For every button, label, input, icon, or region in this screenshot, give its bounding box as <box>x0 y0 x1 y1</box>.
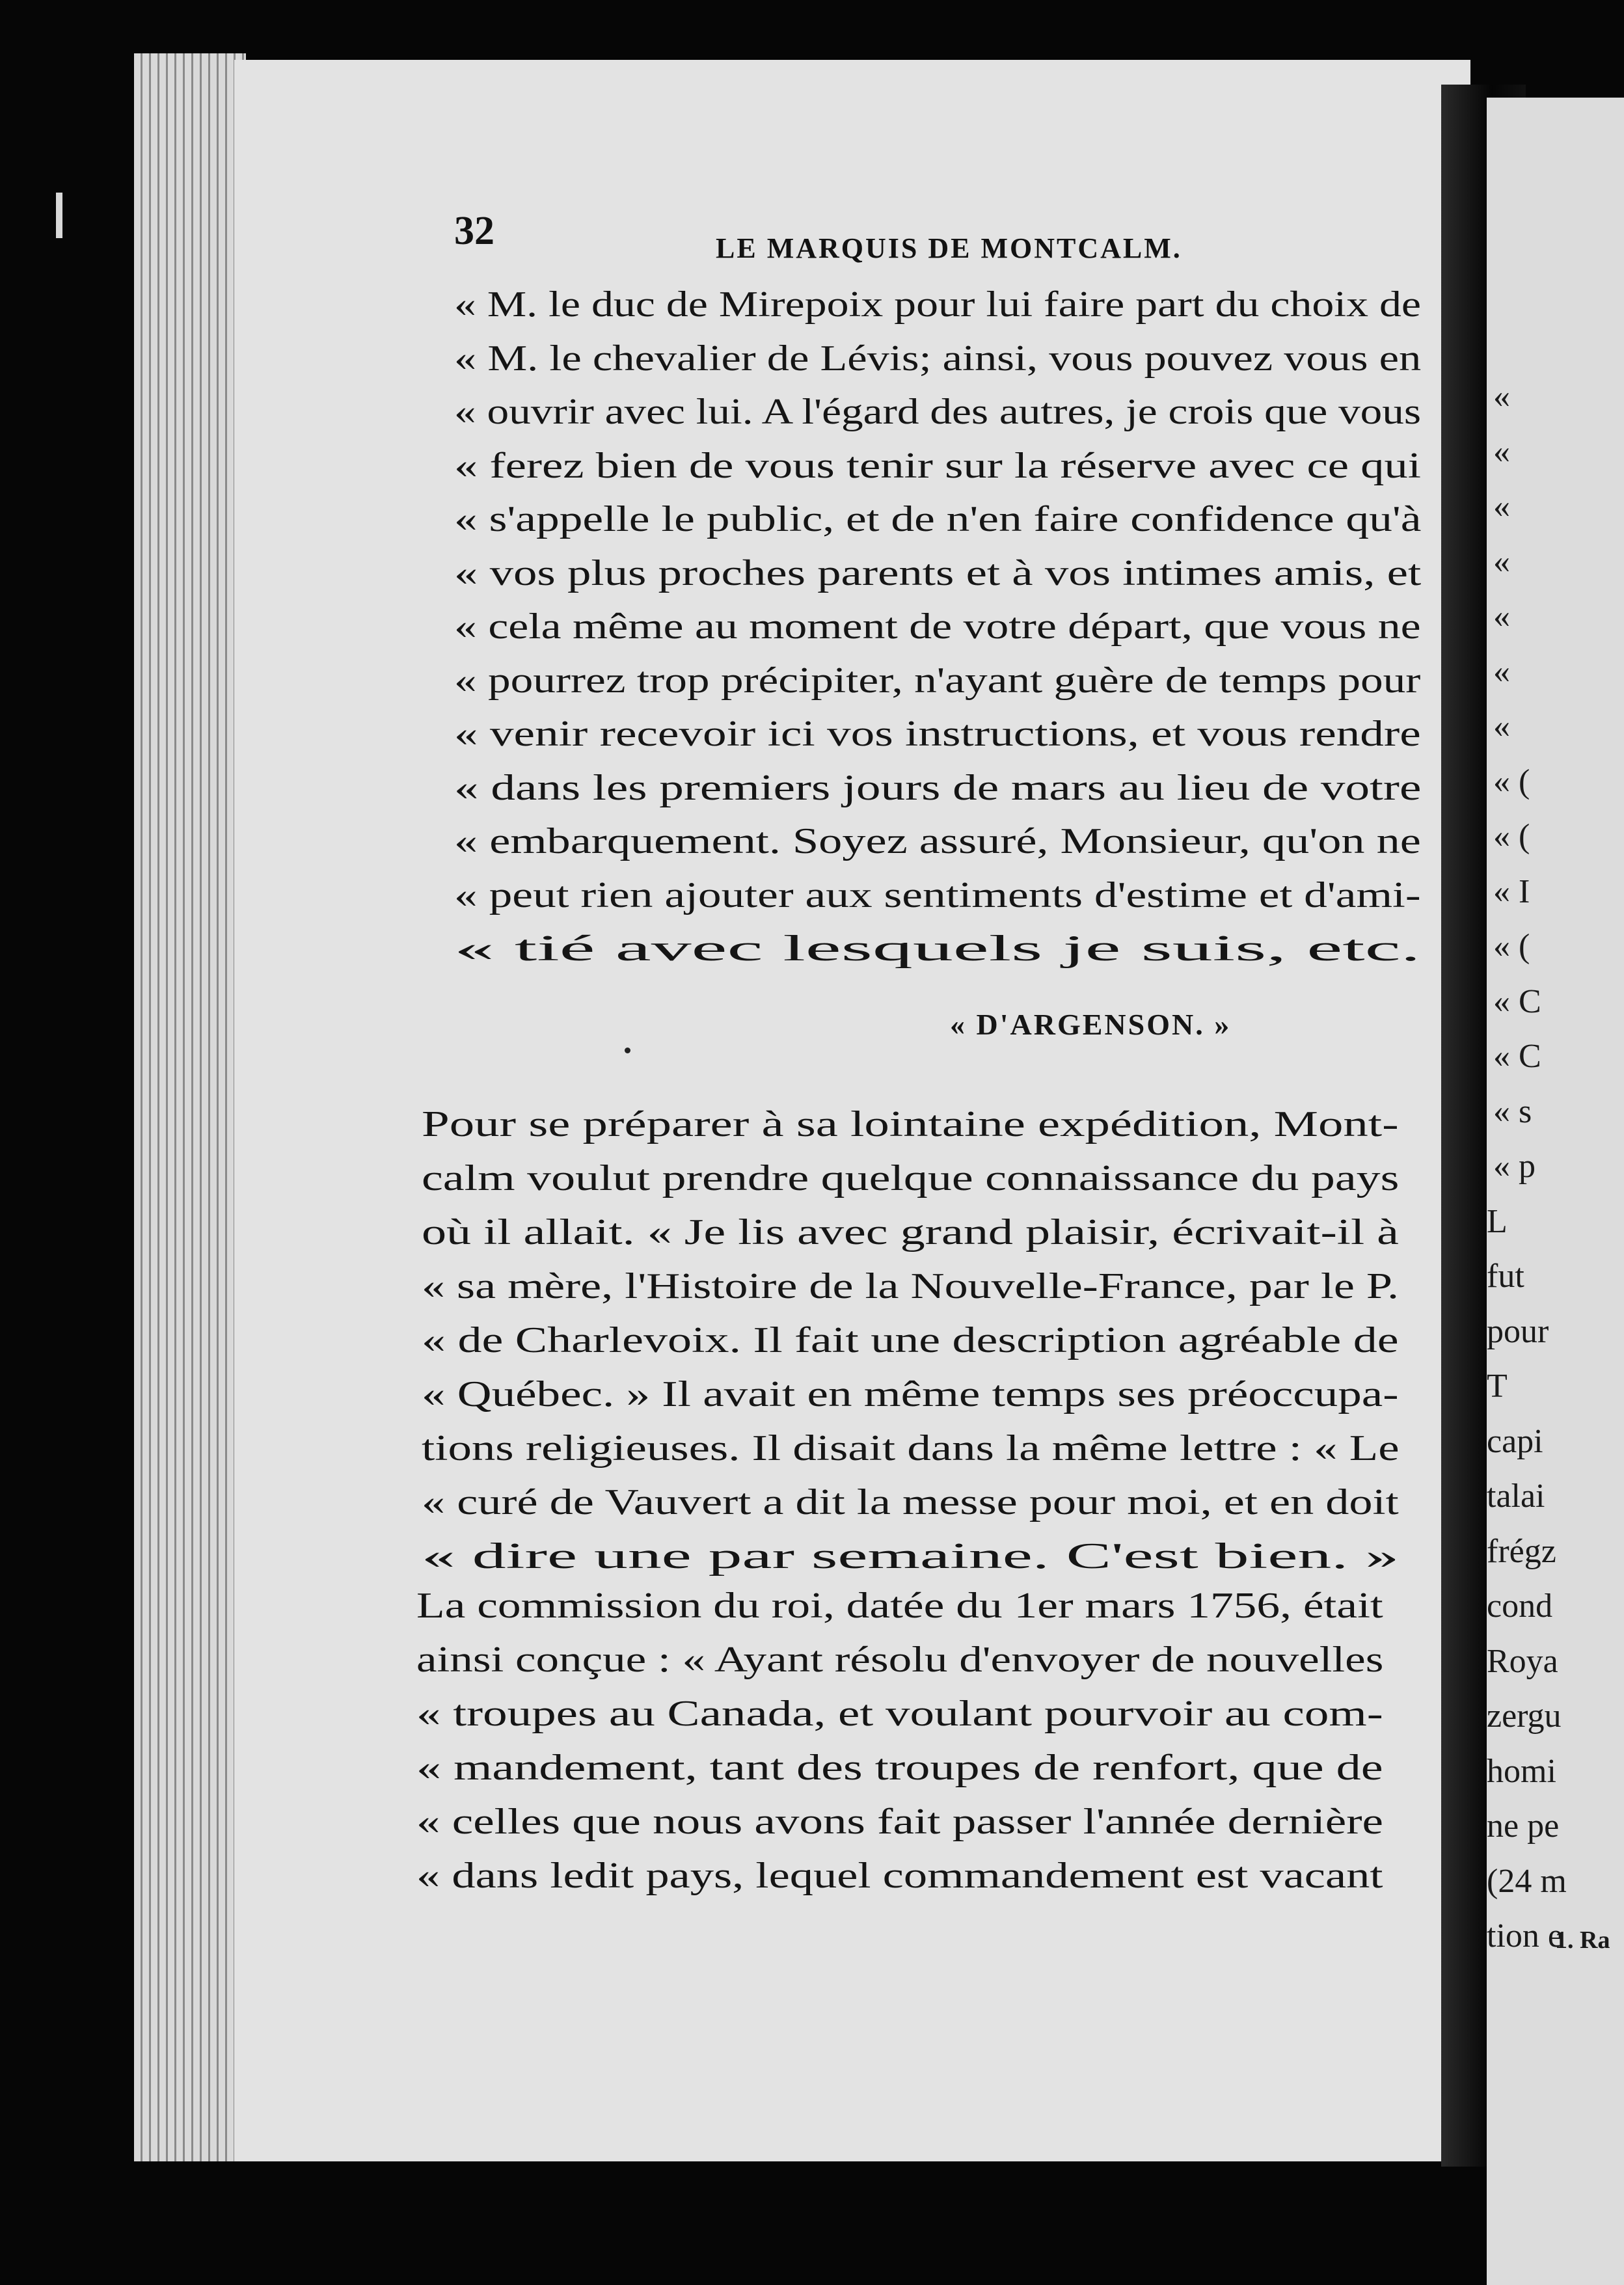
facing-page-line: « s <box>1493 1092 1532 1130</box>
facing-page <box>1487 98 1624 2285</box>
text-line: « Québec. » Il avait en même temps ses préoccupa- <box>422 1374 1399 1414</box>
left-edge-mark <box>56 193 62 238</box>
facing-page-line: ne pe <box>1487 1807 1560 1845</box>
facing-page-line: homi <box>1487 1752 1556 1790</box>
facing-page-line: L <box>1487 1202 1508 1240</box>
letter-line: « embarquement. Soyez assuré, Monsieur, qu'on ne <box>454 821 1421 861</box>
facing-page-line: « C <box>1493 982 1541 1020</box>
running-head: LE MARQUIS DE MONTCALM. <box>716 232 1182 264</box>
letter-line: « M. le chevalier de Lévis; ainsi, vous pouvez vous en <box>454 338 1422 379</box>
facing-page-line: pour <box>1487 1312 1549 1350</box>
letter-signature: « D'ARGENSON. » <box>950 1008 1232 1041</box>
letter-line: « cela même au moment de votre départ, que vous ne <box>454 606 1421 647</box>
letter-line: « ouvrir avec lui. A l'égard des autres, je crois que vous <box>454 392 1422 432</box>
letter-line: « dans les premiers jours de mars au lieu de votre <box>454 767 1422 808</box>
facing-page-line: frégz <box>1487 1532 1556 1570</box>
facing-page-line: cond <box>1487 1588 1553 1625</box>
facing-page-line: T <box>1487 1368 1508 1405</box>
text-line: où il allait. « Je lis avec grand plaisir, écrivait-il à <box>422 1212 1399 1252</box>
facing-page-line: « ( <box>1493 763 1530 800</box>
facing-page-line: « <box>1493 708 1510 745</box>
facing-page-line: « <box>1493 433 1510 470</box>
letter-line: « ferez bien de vous tenir sur la réserve avec ce qui <box>454 445 1421 486</box>
letter-line: « tié avec lesquels je suis, etc. <box>454 928 1421 969</box>
text-line: « de Charlevoix. Il fait une description agréable de <box>422 1320 1399 1360</box>
facing-page-line: « <box>1493 598 1510 635</box>
letter-line: « s'appelle le public, et de n'en faire confidence qu'à <box>454 499 1422 539</box>
page-stack-edge <box>134 53 246 2161</box>
text-line: Pour se préparer à sa lointaine expédition, Mont- <box>422 1104 1399 1144</box>
letter-line: « peut rien ajouter aux sentiments d'estime et d'ami- <box>454 874 1421 915</box>
text-line: calm voulut prendre quelque connaissance du pays <box>422 1158 1400 1198</box>
letter-line: « pourrez trop précipiter, n'ayant guère de temps pour <box>454 660 1421 701</box>
facing-page-line: « <box>1493 488 1510 525</box>
facing-page-line: tion e <box>1487 1917 1563 1954</box>
facing-page-line: (24 m <box>1487 1862 1567 1900</box>
text-line: « troupes au Canada, et voulant pourvoir au com- <box>416 1694 1383 1734</box>
facing-page-line: « ( <box>1493 818 1530 855</box>
ink-dot <box>625 1048 630 1053</box>
text-line: ainsi conçue : « Ayant résolu d'envoyer de nouvelles <box>416 1640 1384 1680</box>
facing-page-line: talai <box>1487 1478 1545 1515</box>
letter-line: « M. le duc de Mirepoix pour lui faire part du choix de <box>454 284 1421 325</box>
facing-page-line: « p <box>1493 1148 1536 1185</box>
text-line: « mandement, tant des troupes de renfort, que de <box>416 1748 1383 1788</box>
letter-line: « venir recevoir ici vos instructions, et vous rendre <box>454 714 1421 754</box>
facing-page-line: zergu <box>1487 1697 1562 1735</box>
facing-page-line: capi <box>1487 1422 1543 1460</box>
text-line: « dans ledit pays, lequel commandement est vacant <box>416 1856 1383 1896</box>
text-line: La commission du roi, datée du 1er mars 1756, était <box>416 1586 1383 1626</box>
text-line: « dire une par semaine. C'est bien. » <box>422 1536 1399 1576</box>
text-line: tions religieuses. Il disait dans la même lettre : « Le <box>422 1428 1400 1468</box>
facing-page-line: « <box>1493 653 1510 690</box>
facing-page-line: « <box>1493 378 1510 415</box>
facing-page-footnote: 1. Ra <box>1555 1927 1610 1954</box>
page-number: 32 <box>454 209 494 253</box>
text-line: « sa mère, l'Histoire de la Nouvelle-France, par le P. <box>422 1266 1400 1306</box>
facing-page-line: « I <box>1493 872 1530 910</box>
facing-page-line: Roya <box>1487 1642 1558 1680</box>
letter-line: « vos plus proches parents et à vos intimes amis, et <box>454 552 1422 593</box>
facing-page-line: « <box>1493 543 1510 580</box>
facing-page-line: fut <box>1487 1258 1524 1295</box>
text-line: « celles que nous avons fait passer l'année dernière <box>416 1802 1383 1842</box>
text-line: « curé de Vauvert a dit la messe pour moi, et en doit <box>422 1482 1399 1522</box>
facing-page-line: « ( <box>1493 928 1530 965</box>
facing-page-line: « C <box>1493 1038 1541 1075</box>
